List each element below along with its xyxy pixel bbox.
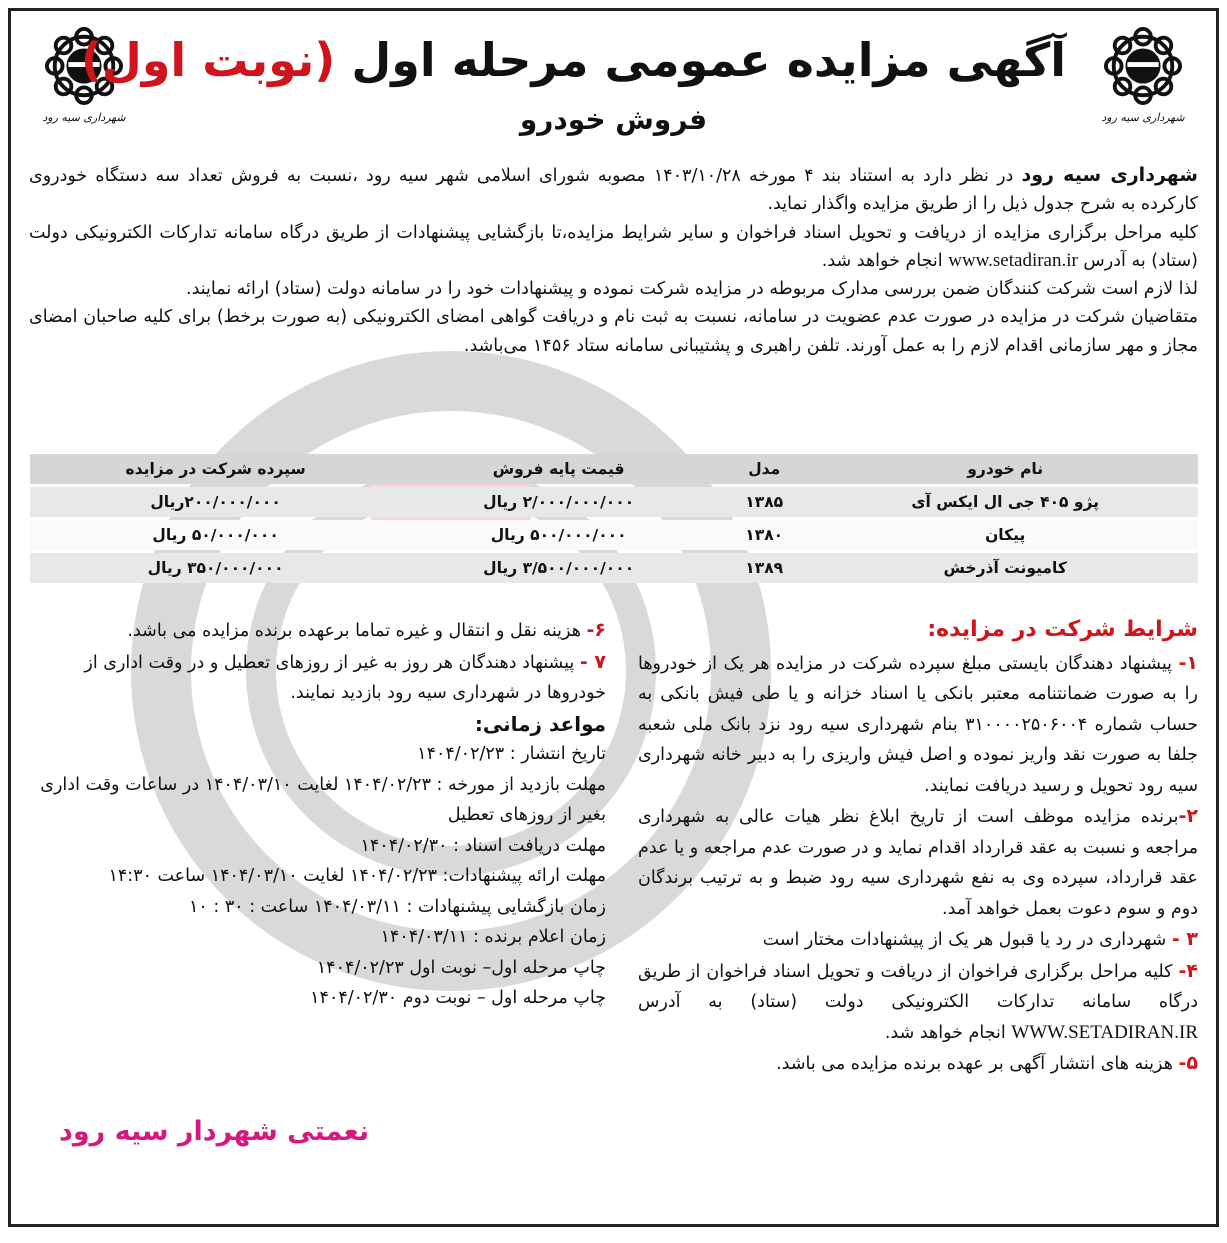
table-row <box>30 553 1198 583</box>
table-cell: ۵۰۰/۰۰۰/۰۰۰ ریال <box>401 520 716 550</box>
condition-item <box>31 615 606 647</box>
condition-item <box>638 924 1198 956</box>
col-header: سپرده شرکت در مزایده <box>30 454 401 484</box>
intro-text <box>29 161 1198 360</box>
condition-text: پیشنهاد دهندگان بایستی مبلغ سپرده شرکت در مزایده هر یک از خودروها را به صورت ضمانتنامه معتبر بانکی یا اسناد خزانه و یا طی فیش بانکی به حساب شماره ۳۱۰۰۰۰۲۵۰۶۰۰۴ بنام شهرداری سیه رود نزد بانک ملی شعبه جلفا به صورت نقد واریز نموده و اصل فیش واریزی را به دبیر خانه شهرداری سیه رود تحویل و رسید دریافت نمایند. <box>638 653 1199 796</box>
title-highlight: (نوبت اول) <box>80 33 336 87</box>
schedule-heading: مواعد زمانی: <box>474 711 606 736</box>
condition-item <box>638 801 1198 924</box>
intro-paragraph: متقاضیان شرکت در مزایده در صورت عدم عضویت در سامانه، نسبت به ثبت نام و دریافت گواهی امضای الکترونیکی (به صورت برخط) برای کلیه صاحبان امضای مجاز و مهر سازمانی اقدام لازم را به عمل آورند. تلفن راهبری و پشتیبانی سامانه ستاد ۱۴۵۶ می‌باشد. <box>29 307 1198 356</box>
schedule-line: زمان بازگشایی پیشنهادات : ۱۴۰۴/۰۳/۱۱ ساعت : ۳۰ : ۱۰ <box>189 896 606 917</box>
conditions-heading: شرایط شرکت در مزایده: <box>927 617 1198 642</box>
table-cell: ۱۳۸۵ <box>716 487 812 517</box>
condition-text: برنده مزایده موظف است از تاریخ ابلاغ نظر هیات عالی به شهرداری مراجعه و نسبت به عقد قرارداد اقدام نماید و در صورت عدم مراجعه و یا عدم عقد قرارداد، سپرده وی به نفع شهرداری سیه رود ضبط و به ترتیب برندگان دوم و سوم دعوت بعمل خواهد آمد. <box>637 807 1198 919</box>
schedule-section <box>31 615 606 1014</box>
condition-text: هزینه نقل و انتقال و غیره تماما برعهده برنده مزایده می باشد. <box>127 621 587 641</box>
table-row <box>30 520 1198 550</box>
condition-number: ۴- <box>1178 959 1198 982</box>
schedule-line: تاریخ انتشار : ۱۴۰۴/۰۲/۲۳ <box>417 744 606 764</box>
table-header-row <box>30 454 1198 484</box>
conditions-section <box>638 615 1198 1080</box>
schedule-line: چاپ مرحله اول– نوبت اول ۱۴۰۴/۰۲/۲۳ <box>316 957 606 978</box>
table-row <box>30 487 1198 517</box>
table-cell: پژو ۴۰۵ جی ال ایکس آی <box>812 487 1198 517</box>
condition-number: ۷ - <box>579 650 606 673</box>
col-header: قیمت پایه فروش <box>401 454 716 484</box>
condition-item <box>638 956 1198 1049</box>
setad-link-upper[interactable]: WWW.SETADIRAN.IR <box>1011 1021 1198 1043</box>
intro-p1: در نظر دارد به استناد بند ۴ مورخه ۱۴۰۳/۱۰/۲۸ مصوبه شورای اسلامی شهر سیه رود ،نسبت به فروش تعداد سه دستگاه خودروی کارکرده به شرح جدول ذیل را از طریق مزایده واگذار نماید. <box>29 166 1198 215</box>
condition-text-end: انجام خواهد شد. <box>884 1022 1012 1043</box>
table-cell: کامیونت آذرخش <box>812 553 1198 583</box>
municipality-emblem-icon <box>1104 27 1182 105</box>
table-cell: ۱۳۸۰ <box>716 520 812 550</box>
table-cell: ۲/۰۰۰/۰۰۰/۰۰۰ ریال <box>401 487 716 517</box>
vehicles-table <box>30 451 1198 586</box>
notice-page <box>8 8 1219 1227</box>
intro-paragraph <box>29 161 1198 219</box>
condition-item <box>638 1048 1198 1080</box>
condition-number: ۵- <box>1178 1052 1198 1074</box>
condition-item <box>638 648 1198 802</box>
intro-p2-end: انجام خواهد شد. <box>821 250 949 271</box>
intro-paragraph: لذا لازم است شرکت کنندگان ضمن بررسی مدارک مربوطه در مزایده شرکت نموده و پیشنهادات خود را در سامانه دولت (ستاد) ارائه نمایند. <box>186 279 1198 300</box>
condition-number: ۶- <box>586 619 606 641</box>
logo-caption: شهرداری سیه رود <box>1101 111 1185 124</box>
table-cell: ۱۳۸۹ <box>716 553 812 583</box>
title-main: آگهی مزایده عمومی مرحله اول <box>351 33 1066 87</box>
col-header: مدل <box>716 454 812 484</box>
col-header: نام خودرو <box>812 454 1198 484</box>
condition-number: ۳ - <box>1171 928 1198 950</box>
intro-paragraph <box>29 219 1198 276</box>
table-cell: پیکان <box>812 520 1198 550</box>
condition-text: پیشنهاد دهندگان هر روز به غیر از روزهای تعطیل و در وقت اداری از خودروها در شهرداری سیه رود بازدید نمایند. <box>84 652 606 703</box>
condition-number: ۲- <box>1178 805 1198 827</box>
org-name: شهرداری سیه رود <box>1021 164 1198 186</box>
condition-item <box>31 647 606 709</box>
condition-text: شهرداری در رد یا قبول هر یک از پیشنهادات مختار است <box>762 930 1172 950</box>
table-cell: ۲۰۰/۰۰۰/۰۰۰ریال <box>30 487 401 517</box>
condition-text: هزینه های انتشار آگهی بر عهده برنده مزایده می باشد. <box>776 1054 1179 1074</box>
schedule-line: چاپ مرحله اول – نوبت دوم ۱۴۰۴/۰۲/۳۰ <box>310 988 606 1008</box>
mayor-signature: نعمتی شهردار سیه رود <box>59 1116 369 1147</box>
schedule-line: مهلت ارائه پیشنهادات: ۱۴۰۴/۰۲/۲۳ لغایت ۱۴۰۴/۰۳/۱۰ ساعت ۱۴:۳۰ <box>108 866 606 886</box>
schedule-line: مهلت دریافت اسناد : ۱۴۰۴/۰۲/۳۰ <box>360 835 606 856</box>
condition-text: کلیه مراحل برگزاری فراخوان از دریافت و تحویل اسناد فراخوان از طریق درگاه سامانه تدارکات الکترونیکی دولت (ستاد) به آدرس <box>638 961 1198 1012</box>
page-subtitle: فروش خودرو <box>519 103 708 136</box>
condition-number: ۱- <box>1178 651 1198 674</box>
intro-p2: کلیه مراحل برگزاری مزایده از دریافت و تحویل اسناد فراخوان و سایر شرایط مزایده،تا بازگشایی پیشنهادات از طریق درگاه سامانه تدارکات الکترونیکی دولت (ستاد) به آدرس <box>29 222 1198 271</box>
page-title <box>80 31 1066 89</box>
table-cell: ۳۵۰/۰۰۰/۰۰۰ ریال <box>30 553 401 583</box>
logo-caption: شهرداری سیه رود <box>42 111 126 124</box>
schedule-line: زمان اعلام برنده : ۱۴۰۴/۰۳/۱۱ <box>380 927 606 947</box>
setad-link[interactable]: www.setadiran.ir <box>948 249 1078 271</box>
table-cell: ۵۰/۰۰۰/۰۰۰ ریال <box>30 520 401 550</box>
table-cell: ۳/۵۰۰/۰۰۰/۰۰۰ ریال <box>401 553 716 583</box>
schedule-line: مهلت بازدید از مورخه : ۱۴۰۴/۰۲/۲۳ لغایت ۱۴۰۴/۰۳/۱۰ در ساعات وقت اداری بغیر از روزهای تعطیل <box>40 774 606 825</box>
